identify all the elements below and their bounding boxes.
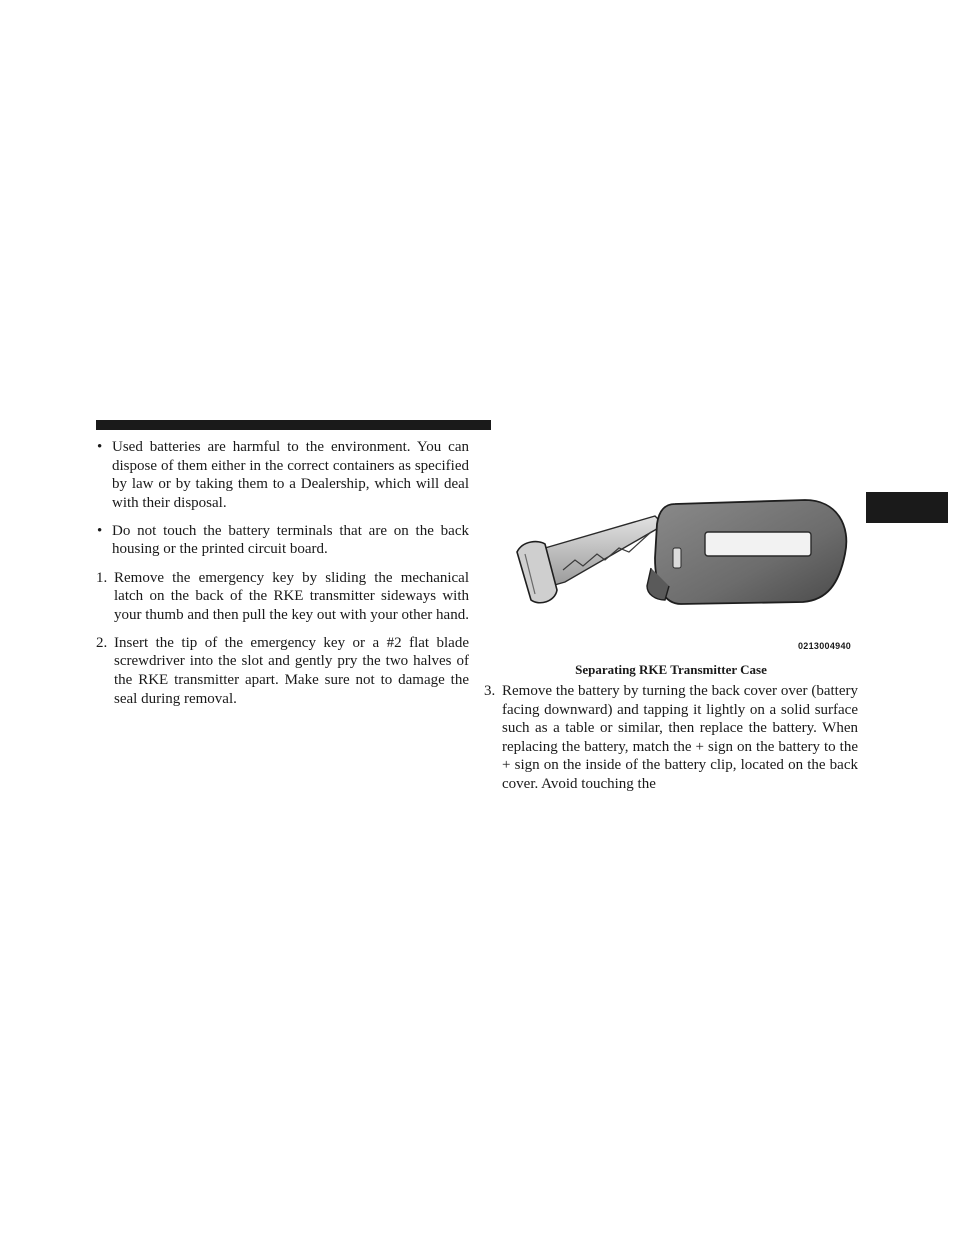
bullet-text: Do not touch the battery terminals that are on the back housing or the printed circuit board. bbox=[112, 522, 469, 558]
step-text: Remove the emergency key by sliding the mechanical latch on the back of the RKE transmitter sideways with your thumb and then pull the key out with your other hand. bbox=[114, 569, 469, 623]
transmitter-case bbox=[647, 500, 846, 604]
step-item bbox=[96, 634, 469, 708]
step-item bbox=[96, 569, 469, 625]
chapter-tab-marker bbox=[866, 492, 948, 523]
rke-transmitter-illustration bbox=[505, 490, 865, 655]
section-rule-bar bbox=[96, 420, 491, 430]
figure-code: 0213004940 bbox=[798, 641, 852, 651]
bullet-marker: • bbox=[97, 522, 103, 539]
right-column bbox=[484, 682, 858, 803]
emergency-key bbox=[517, 516, 663, 603]
bullet-text: Used batteries are harmful to the environment. You can dispose of them either in the correct containers as specified by law or by taking them to a Dealership, which will deal with their disposal. bbox=[112, 439, 469, 511]
bullet-item bbox=[96, 522, 469, 559]
step-text: Insert the tip of the emergency key or a #2 flat blade screwdriver into the slot and gently pry the two halves of the RKE transmitter apart. Make sure not to damage the seal during removal. bbox=[114, 634, 469, 707]
step-number: 1. bbox=[96, 569, 108, 586]
step-text: Remove the battery by turning the back cover over (battery facing downward) and tapping it lightly on a solid surface such as a table or similar, then replace the battery. When replacing the battery, match the + sign on the battery to the + sign on the inside of the battery clip, located on the back cover. Avoid touching the bbox=[502, 683, 858, 792]
figure-caption: Separating RKE Transmitter Case bbox=[575, 662, 767, 677]
step-number: 3. bbox=[484, 683, 496, 699]
bullet-marker: • bbox=[97, 439, 103, 455]
left-column bbox=[96, 438, 469, 718]
step-number: 2. bbox=[96, 634, 108, 651]
step-item bbox=[484, 682, 858, 794]
bullet-item bbox=[96, 438, 469, 512]
